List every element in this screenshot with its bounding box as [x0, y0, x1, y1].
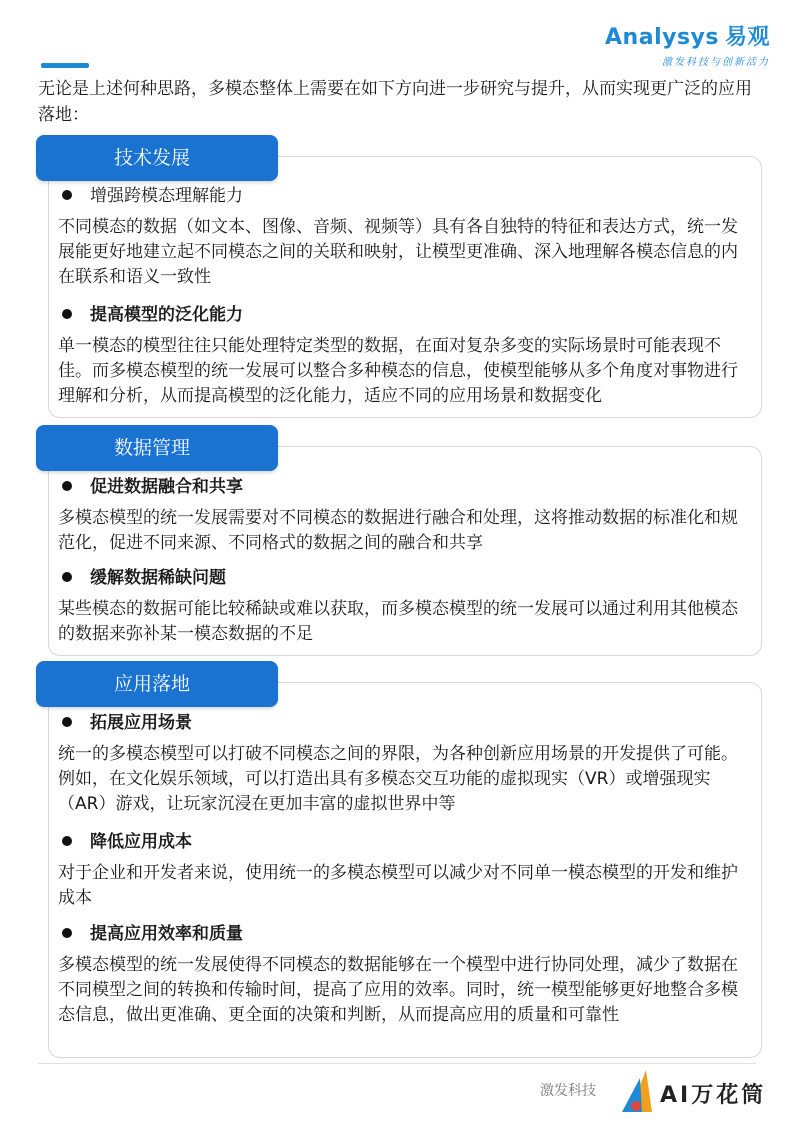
- item-title: 增强跨模态理解能力: [90, 186, 243, 206]
- item-body: 不同模态的数据（如文本、图像、音频、视频等）具有各自独特的特征和表达方式，统一发展能更好地建立起不同模态之间的关联和映射，让模型更准确、深入地理解各模态信息的内在联系和语义一致性: [58, 217, 738, 287]
- bullet-icon: [62, 717, 72, 727]
- list-item: [58, 922, 754, 1028]
- list-item: [58, 475, 754, 556]
- bullet-icon: [62, 572, 72, 582]
- logo-tagline: 激发科技与创新活力: [662, 57, 770, 68]
- item-title: 降低应用成本: [90, 832, 192, 852]
- bullet-icon: [62, 928, 72, 938]
- footer-brand: AI万花筒: [660, 1083, 767, 1108]
- list-item: [58, 566, 754, 647]
- logo-text: Analysys: [605, 25, 719, 50]
- section-label-app: 应用落地: [36, 661, 278, 707]
- accent-bar: [41, 63, 89, 68]
- section-label-tech: 技术发展: [36, 135, 278, 181]
- item-body: 对于企业和开发者来说，使用统一的多模态模型可以减少对不同单一模态模型的开发和维护成本: [58, 863, 738, 908]
- section-label-data: 数据管理: [36, 425, 278, 471]
- footer-divider: [38, 1063, 756, 1064]
- item-body: 单一模态的模型往往只能处理特定类型的数据，在面对复杂多变的实际场景时可能表现不佳。而多模态模型的统一发展可以整合多种模态的信息，使模型能够从多个角度对事物进行理解和分析，从而提高模型的泛化能力，适应不同的应用场景和数据变化: [58, 336, 738, 406]
- list-item: [58, 830, 754, 911]
- footer-text: 激发科技: [540, 1083, 596, 1099]
- item-title: 缓解数据稀缺问题: [90, 568, 226, 588]
- item-title: 促进数据融合和共享: [90, 477, 243, 497]
- list-item: [58, 303, 754, 409]
- item-body: 多模态模型的统一发展需要对不同模态的数据进行融合和处理，这将推动数据的标准化和规范化，促进不同来源、不同格式的数据之间的融合和共享: [58, 508, 738, 553]
- item-body: 统一的多模态模型可以打破不同模态之间的界限，为各种创新应用场景的开发提供了可能。例如，在文化娱乐领域，可以打造出具有多模态交互功能的虚拟现实（VR）或增强现实（AR）游戏，让玩家沉浸在更加丰富的虚拟世界中等: [58, 744, 738, 814]
- bullet-icon: [62, 309, 72, 319]
- bullet-icon: [62, 190, 72, 200]
- item-body: 多模态模型的统一发展使得不同模态的数据能够在一个模型中进行协同处理，减少了数据在不同模型之间的转换和传输时间，提高了应用的效率。同时，统一模型能够更好地整合多模态信息，做出更准确、更全面的决策和判断，从而提高应用的质量和可靠性: [58, 955, 738, 1025]
- item-title: 提高模型的泛化能力: [90, 305, 243, 325]
- brand-logo: [605, 20, 770, 68]
- logo-wordmark: [605, 20, 770, 51]
- logo-cn: 易观: [724, 25, 770, 50]
- list-item: [58, 184, 754, 290]
- list-item: [58, 711, 754, 817]
- item-body: 某些模态的数据可能比较稀缺或难以获取，而多模态模型的统一发展可以通过利用其他模态的数据来弥补某一模态数据的不足: [58, 599, 738, 644]
- bullet-icon: [62, 481, 72, 491]
- item-title: 提高应用效率和质量: [90, 924, 243, 944]
- intro-paragraph: 无论是上述何种思路，多模态整体上需要在如下方向进一步研究与提升，从而实现更广泛的应用落地：: [38, 79, 752, 125]
- item-title: 拓展应用场景: [90, 713, 192, 733]
- bullet-icon: [62, 836, 72, 846]
